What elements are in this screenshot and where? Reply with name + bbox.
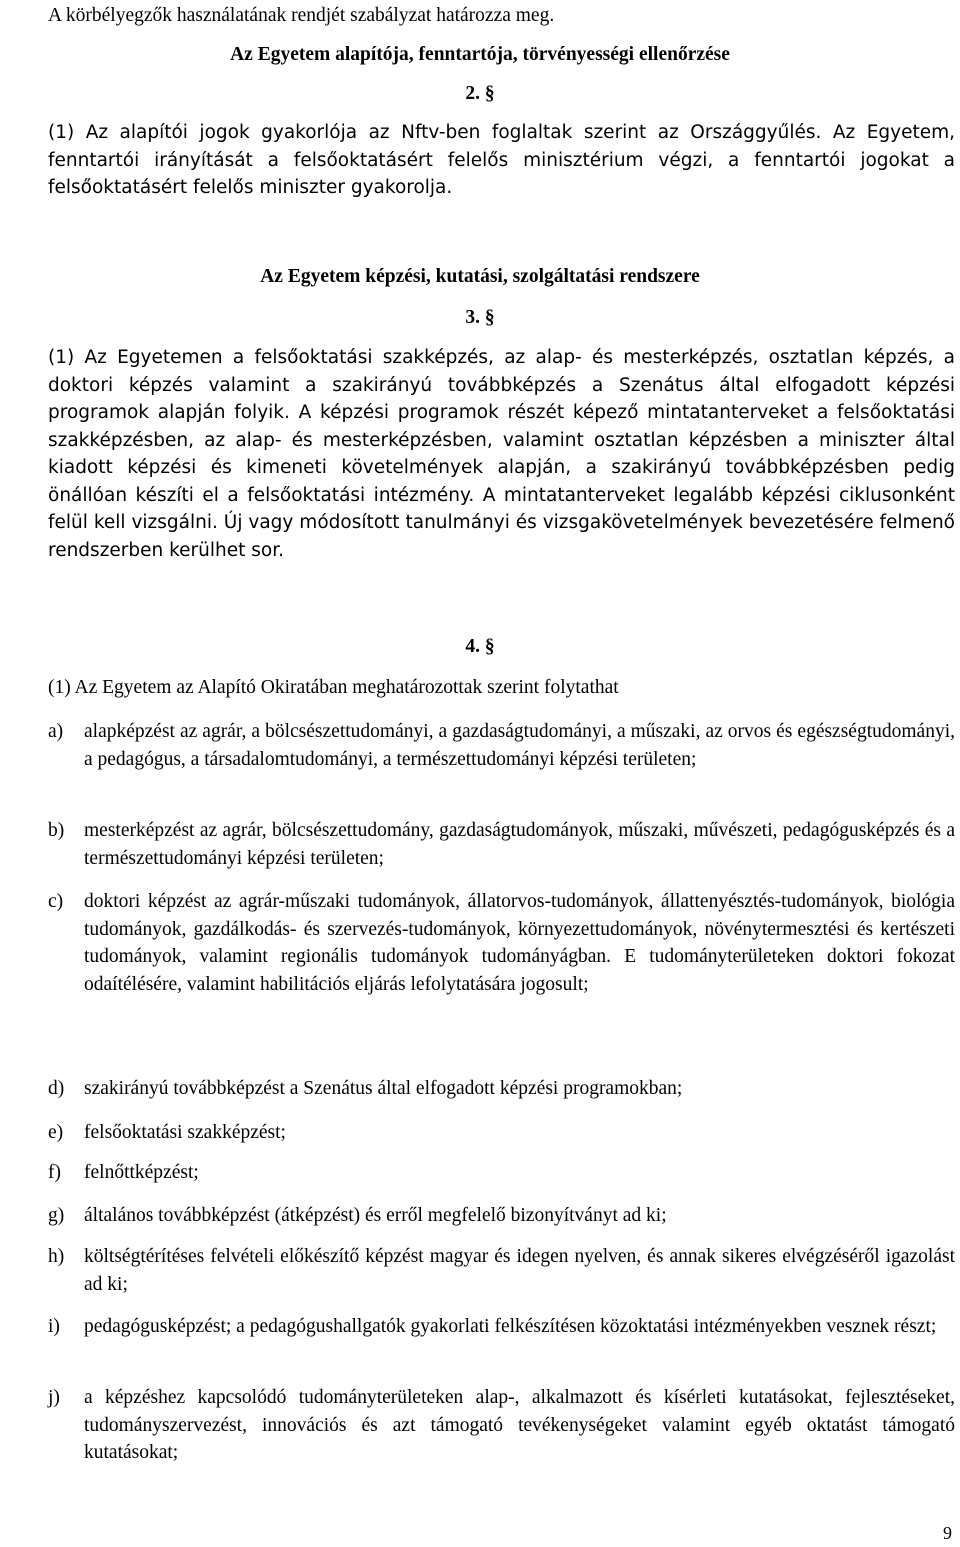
list-item-label: b) [48, 820, 65, 841]
list-item-text: költségtérítéses felvételi előkészítő képzést magyar és idegen nyelven, és annak sikeres elvégzéséről igazolást ad ki; [84, 1246, 955, 1295]
list-item-label: f) [48, 1162, 61, 1183]
list-item-label: a) [48, 721, 64, 742]
list-item-text: a képzéshez kapcsolódó tudományterületeken alap-, alkalmazott és kísérleti kutatásokat, fejlesztéseket, tudományszervezést, innovációs és azt támogató tevékenységeket valamint egyéb oktatást támogató kutatásokat; [84, 1387, 955, 1463]
list-item-label: h) [48, 1246, 65, 1267]
intro-sentence: A körbélyegzők használatának rendjét szabályzat határozza meg. [48, 5, 555, 26]
list-item-text: felnőttképzést; [84, 1162, 199, 1183]
list-item-label: g) [48, 1205, 65, 1226]
paragraph-training: (1) Az Egyetemen a felsőoktatási szakképzés, az alap- és mesterképzés, osztatlan képzés, a doktori képzés valamint a szakirányú továbbképzés a Szenátus által elfogadott képzési programok alapján folyik. A képzési programok részét képező mintatanterveket a felsőoktatási szakképzésben, az alap- és mesterképzésben, valamint osztatlan képzésben a miniszter által kiadott képzési és kimeneti követelmények alapján, a szakirányú továbbképzésben pedig önállóan készíti el a felsőoktatási intézmény. A mintatanterveket legalább képzési ciklusonként felül kell vizsgálni. Új vagy módosított tanulmányi és vizsgakövetelmények bevezetésére felmenő rendszerben kerülhet sor. [48, 347, 955, 561]
list-item-label: c) [48, 891, 64, 912]
list-item-text: mesterképzést az agrár, bölcsészettudomány, gazdaságtudományok, műszaki, művészeti, pedagógusképzés és a természettudományi képzési területen; [84, 820, 955, 869]
section-number-4: 4. § [465, 636, 495, 657]
list-item-text: szakirányú továbbképzést a Szenátus által elfogadott képzési programokban; [84, 1078, 683, 1099]
list-item-text: pedagógusképzést; a pedagógushallgatók gyakorlati felkészítésen közoktatási intézményekben vesznek részt; [84, 1316, 937, 1337]
section-heading-training: Az Egyetem képzési, kutatási, szolgáltatási rendszere [260, 266, 700, 287]
list-item-label: j) [48, 1387, 60, 1408]
list-item-text: doktori képzést az agrár-műszaki tudományok, állatorvos-tudományok, állattenyésztés-tudományok, biológia tudományok, gazdálkodás- és szervezés-tudományok, környezettudományok, növénytermesztési és kertészeti tudományok, valamint regionális tudományok tudományágban. E tudományterületeken doktori fokozat odaítélésére, valamint habilitációs eljárás lefolytatására jogosult; [84, 891, 955, 995]
section-4-intro: (1) Az Egyetem az Alapító Okiratában meghatározottak szerint folytathat [48, 677, 619, 698]
list-item-label: i) [48, 1316, 60, 1337]
section-number-3: 3. § [465, 307, 495, 328]
list-item-text: általános továbbképzést (átképzést) és erről megfelelő bizonyítványt ad ki; [84, 1205, 667, 1226]
page-number: 9 [943, 1523, 952, 1543]
section-number-2: 2. § [465, 83, 495, 104]
paragraph-founder: (1) Az alapítói jogok gyakorlója az Nftv-ben foglaltak szerint az Országgyűlés. Az Egyetem, fenntartói irányítását a felsőoktatásért felelős minisztérium végzi, a fenntartói jogokat a felsőoktatásért felelős miniszter gyakorolja. [48, 122, 955, 198]
section-heading-founder: Az Egyetem alapítója, fenntartója, törvényességi ellenőrzése [230, 44, 730, 65]
list-item-text: felsőoktatási szakképzést; [84, 1122, 286, 1143]
list-item-text: alapképzést az agrár, a bölcsészettudományi, a gazdaságtudományi, a műszaki, az orvos és egészségtudományi, a pedagógus, a társadalomtudományi, a természettudományi képzési területen; [84, 721, 955, 770]
list-item-label: d) [48, 1078, 65, 1099]
list-item-label: e) [48, 1122, 64, 1143]
